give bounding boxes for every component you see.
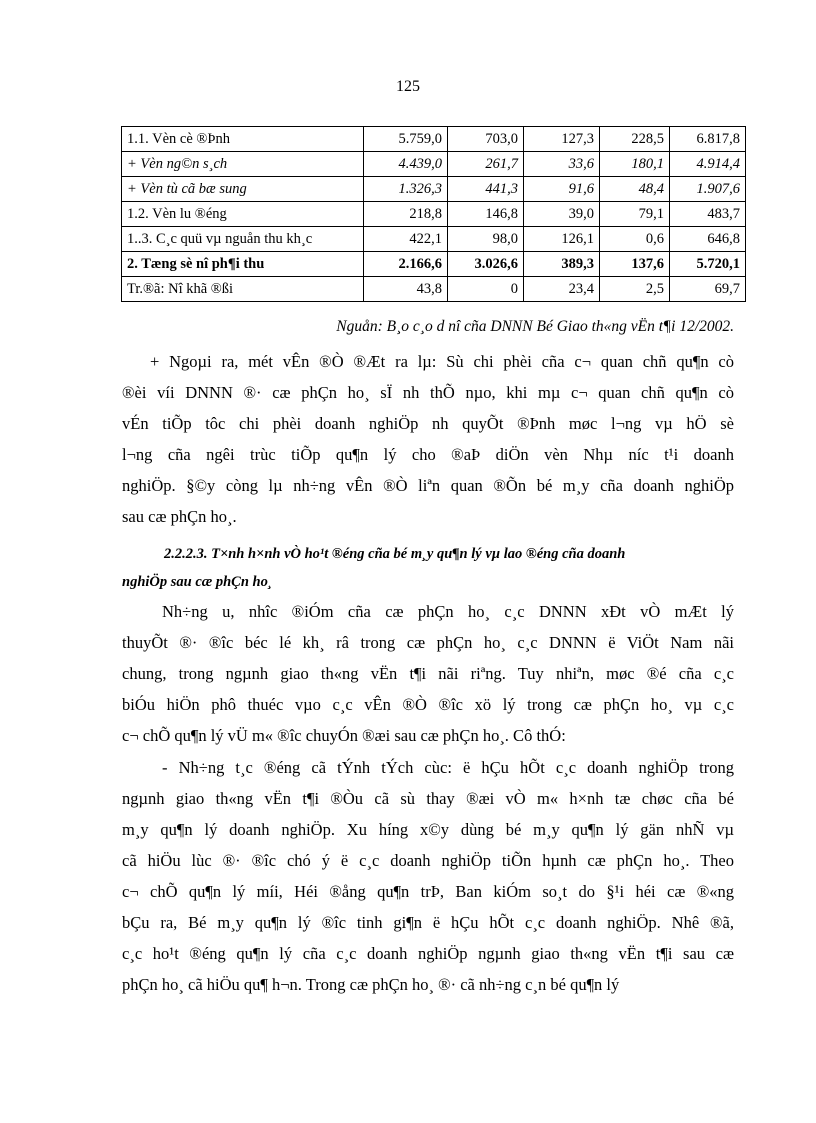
text-line: m¸y qu¶n lý doanh nghiÖp. Xu híng x©y dùng bé m¸y qu¶n lý gän nhÑ vµ [122, 820, 734, 839]
source-note: Nguån: B¸o c¸o d nî cña DNNN Bé Giao th«ng vËn t¶i 12/2002. [336, 318, 734, 335]
text-line: c¬ chÕ qu¶n lý vÜ m« ®îc chuyÓn ®æi sau cæ phÇn ho¸. Cô thÓ: [122, 726, 566, 745]
page-number: 125 [396, 78, 420, 95]
text-line: thuyÕt ®· ®îc béc lé kh¸ râ trong cæ phÇn ho¸ c¸c DNNN ë ViÖt Nam nãi [122, 633, 734, 652]
table-row [122, 177, 746, 202]
text-line: Nh÷ng u, nhîc ®iÓm cña cæ phÇn ho¸ c¸c DNNN xÐt vÒ mÆt lý [162, 602, 734, 621]
heading-line: nghiÖp sau cæ phÇn ho¸ [122, 574, 273, 590]
row-label: 2. Tæng sè nî ph¶i thu [122, 252, 364, 277]
table-cell: 79,1 [600, 202, 670, 227]
text-line: phÇn ho¸ cã hiÖu qu¶ h¬n. Trong cæ phÇn ho¸ ®· cã nh÷ng c¸n bé qu¶n lý [122, 975, 620, 994]
row-label: 1.1. Vèn cè ®Þnh [122, 127, 364, 152]
table-cell: 127,3 [524, 127, 600, 152]
table-cell: 180,1 [600, 152, 670, 177]
table-cell: 1.326,3 [364, 177, 448, 202]
table-cell: 48,4 [600, 177, 670, 202]
text-line: - Nh÷ng t¸c ®éng cã tÝnh tÝch cùc: ë hÇu hÕt c¸c doanh nghiÖp trong [162, 758, 734, 777]
table-cell: 33,6 [524, 152, 600, 177]
table-row [122, 152, 746, 177]
table-row [122, 277, 746, 302]
section-heading [122, 540, 734, 596]
text-line: + Ngoµi ra, mét vÊn ®Ò ®Æt ra lµ: Sù chi phèi cña c¬ quan chñ qu¶n cò [150, 352, 734, 371]
table-cell: 91,6 [524, 177, 600, 202]
heading-line: 2.2.2.3. T×nh h×nh vÒ ho¹t ®éng cña bé m¸y qu¶n lý vµ lao ®éng cña doanh [164, 546, 626, 562]
row-label: 1..3. C¸c quü vµ nguån thu kh¸c [122, 227, 364, 252]
table-cell: 703,0 [448, 127, 524, 152]
text-line: cã hiÖu lùc ®· ®îc chó ý ë c¸c doanh nghiÖp tiÕn hµnh cæ phÇn ho¸. Theo [122, 851, 734, 870]
text-line: biÓu hiÖn phô thuéc vµo c¸c vÊn ®Ò ®îc xö lý trong cæ phÇn ho¸ vµ c¸c [122, 695, 734, 714]
table-cell: 39,0 [524, 202, 600, 227]
table-row [122, 202, 746, 227]
table-cell: 146,8 [448, 202, 524, 227]
table-cell: 389,3 [524, 252, 600, 277]
table-cell: 4.914,4 [670, 152, 746, 177]
text-line: c¬ chÕ qu¶n lý míi, Héi ®ång qu¶n trÞ, Ban kiÓm so¸t do §¹i héi cæ ®«ng [122, 882, 734, 901]
table-cell: 5.759,0 [364, 127, 448, 152]
table-cell: 218,8 [364, 202, 448, 227]
table-cell: 2.166,6 [364, 252, 448, 277]
table-cell: 2,5 [600, 277, 670, 302]
table-cell: 6.817,8 [670, 127, 746, 152]
table-cell: 4.439,0 [364, 152, 448, 177]
table-cell: 1.907,6 [670, 177, 746, 202]
table-cell: 126,1 [524, 227, 600, 252]
text-line: ®èi víi DNNN ®· cæ phÇn ho¸ sÏ nh thÕ nµo, khi mµ c¬ quan chñ qu¶n cò [122, 383, 734, 402]
row-label: Tr.®ã: Nî khã ®ßi [122, 277, 364, 302]
paragraph-capital-control [122, 346, 734, 532]
text-line: chung, trong ngµnh giao th«ng vËn t¶i nãi riªng. Tuy nhiªn, møc ®é cña c¸c [122, 664, 734, 683]
table-cell: 5.720,1 [670, 252, 746, 277]
text-line: nghiÖp. §©y còng lµ nh÷ng vÊn ®Ò liªn quan ®Õn bé m¸y cña doanh nghiÖp [122, 476, 734, 495]
table-cell: 646,8 [670, 227, 746, 252]
table-cell: 422,1 [364, 227, 448, 252]
table-row [122, 252, 746, 277]
table-cell: 228,5 [600, 127, 670, 152]
paragraph-pros-cons [122, 596, 734, 751]
row-label: 1.2. Vèn lu ®éng [122, 202, 364, 227]
row-label: + Vèn tù cã bæ sung [122, 177, 364, 202]
row-label: + Vèn ng©n s¸ch [122, 152, 364, 177]
text-line: ngµnh giao th«ng vËn t¶i ®Òu cã sù thay ®æi vÒ m« h×nh tæ chøc cña bé [122, 789, 734, 808]
paragraph-positive-effects [122, 752, 734, 1000]
table-cell: 3.026,6 [448, 252, 524, 277]
table-cell: 0 [448, 277, 524, 302]
text-line: c¸c ho¹t ®éng qu¶n lý cña c¸c doanh nghiÖp ngµnh giao th«ng vËn t¶i sau cæ [122, 944, 734, 963]
text-line: l¬ng cña ngêi trùc tiÕp qu¶n lý cho ®aÞ diÖn vèn Nhµ níc t¹i doanh [122, 445, 734, 464]
debt-table [121, 126, 746, 302]
table-cell: 43,8 [364, 277, 448, 302]
table-cell: 137,6 [600, 252, 670, 277]
table-cell: 261,7 [448, 152, 524, 177]
text-line: vÉn tiÕp tôc chi phèi doanh nghiÖp nh quyÕt ®Þnh møc l¬ng vµ hÖ sè [122, 414, 734, 433]
table-cell: 23,4 [524, 277, 600, 302]
table-row [122, 227, 746, 252]
text-line: sau cæ phÇn ho¸. [122, 507, 237, 526]
table-cell: 0,6 [600, 227, 670, 252]
table-cell: 483,7 [670, 202, 746, 227]
text-line: bÇu ra, Bé m¸y qu¶n lý ®îc tinh gi¶n ë hÇu hÕt c¸c doanh nghiÖp. Nhê ®ã, [122, 913, 734, 932]
table-cell: 441,3 [448, 177, 524, 202]
table-cell: 69,7 [670, 277, 746, 302]
table-row [122, 127, 746, 152]
table-cell: 98,0 [448, 227, 524, 252]
